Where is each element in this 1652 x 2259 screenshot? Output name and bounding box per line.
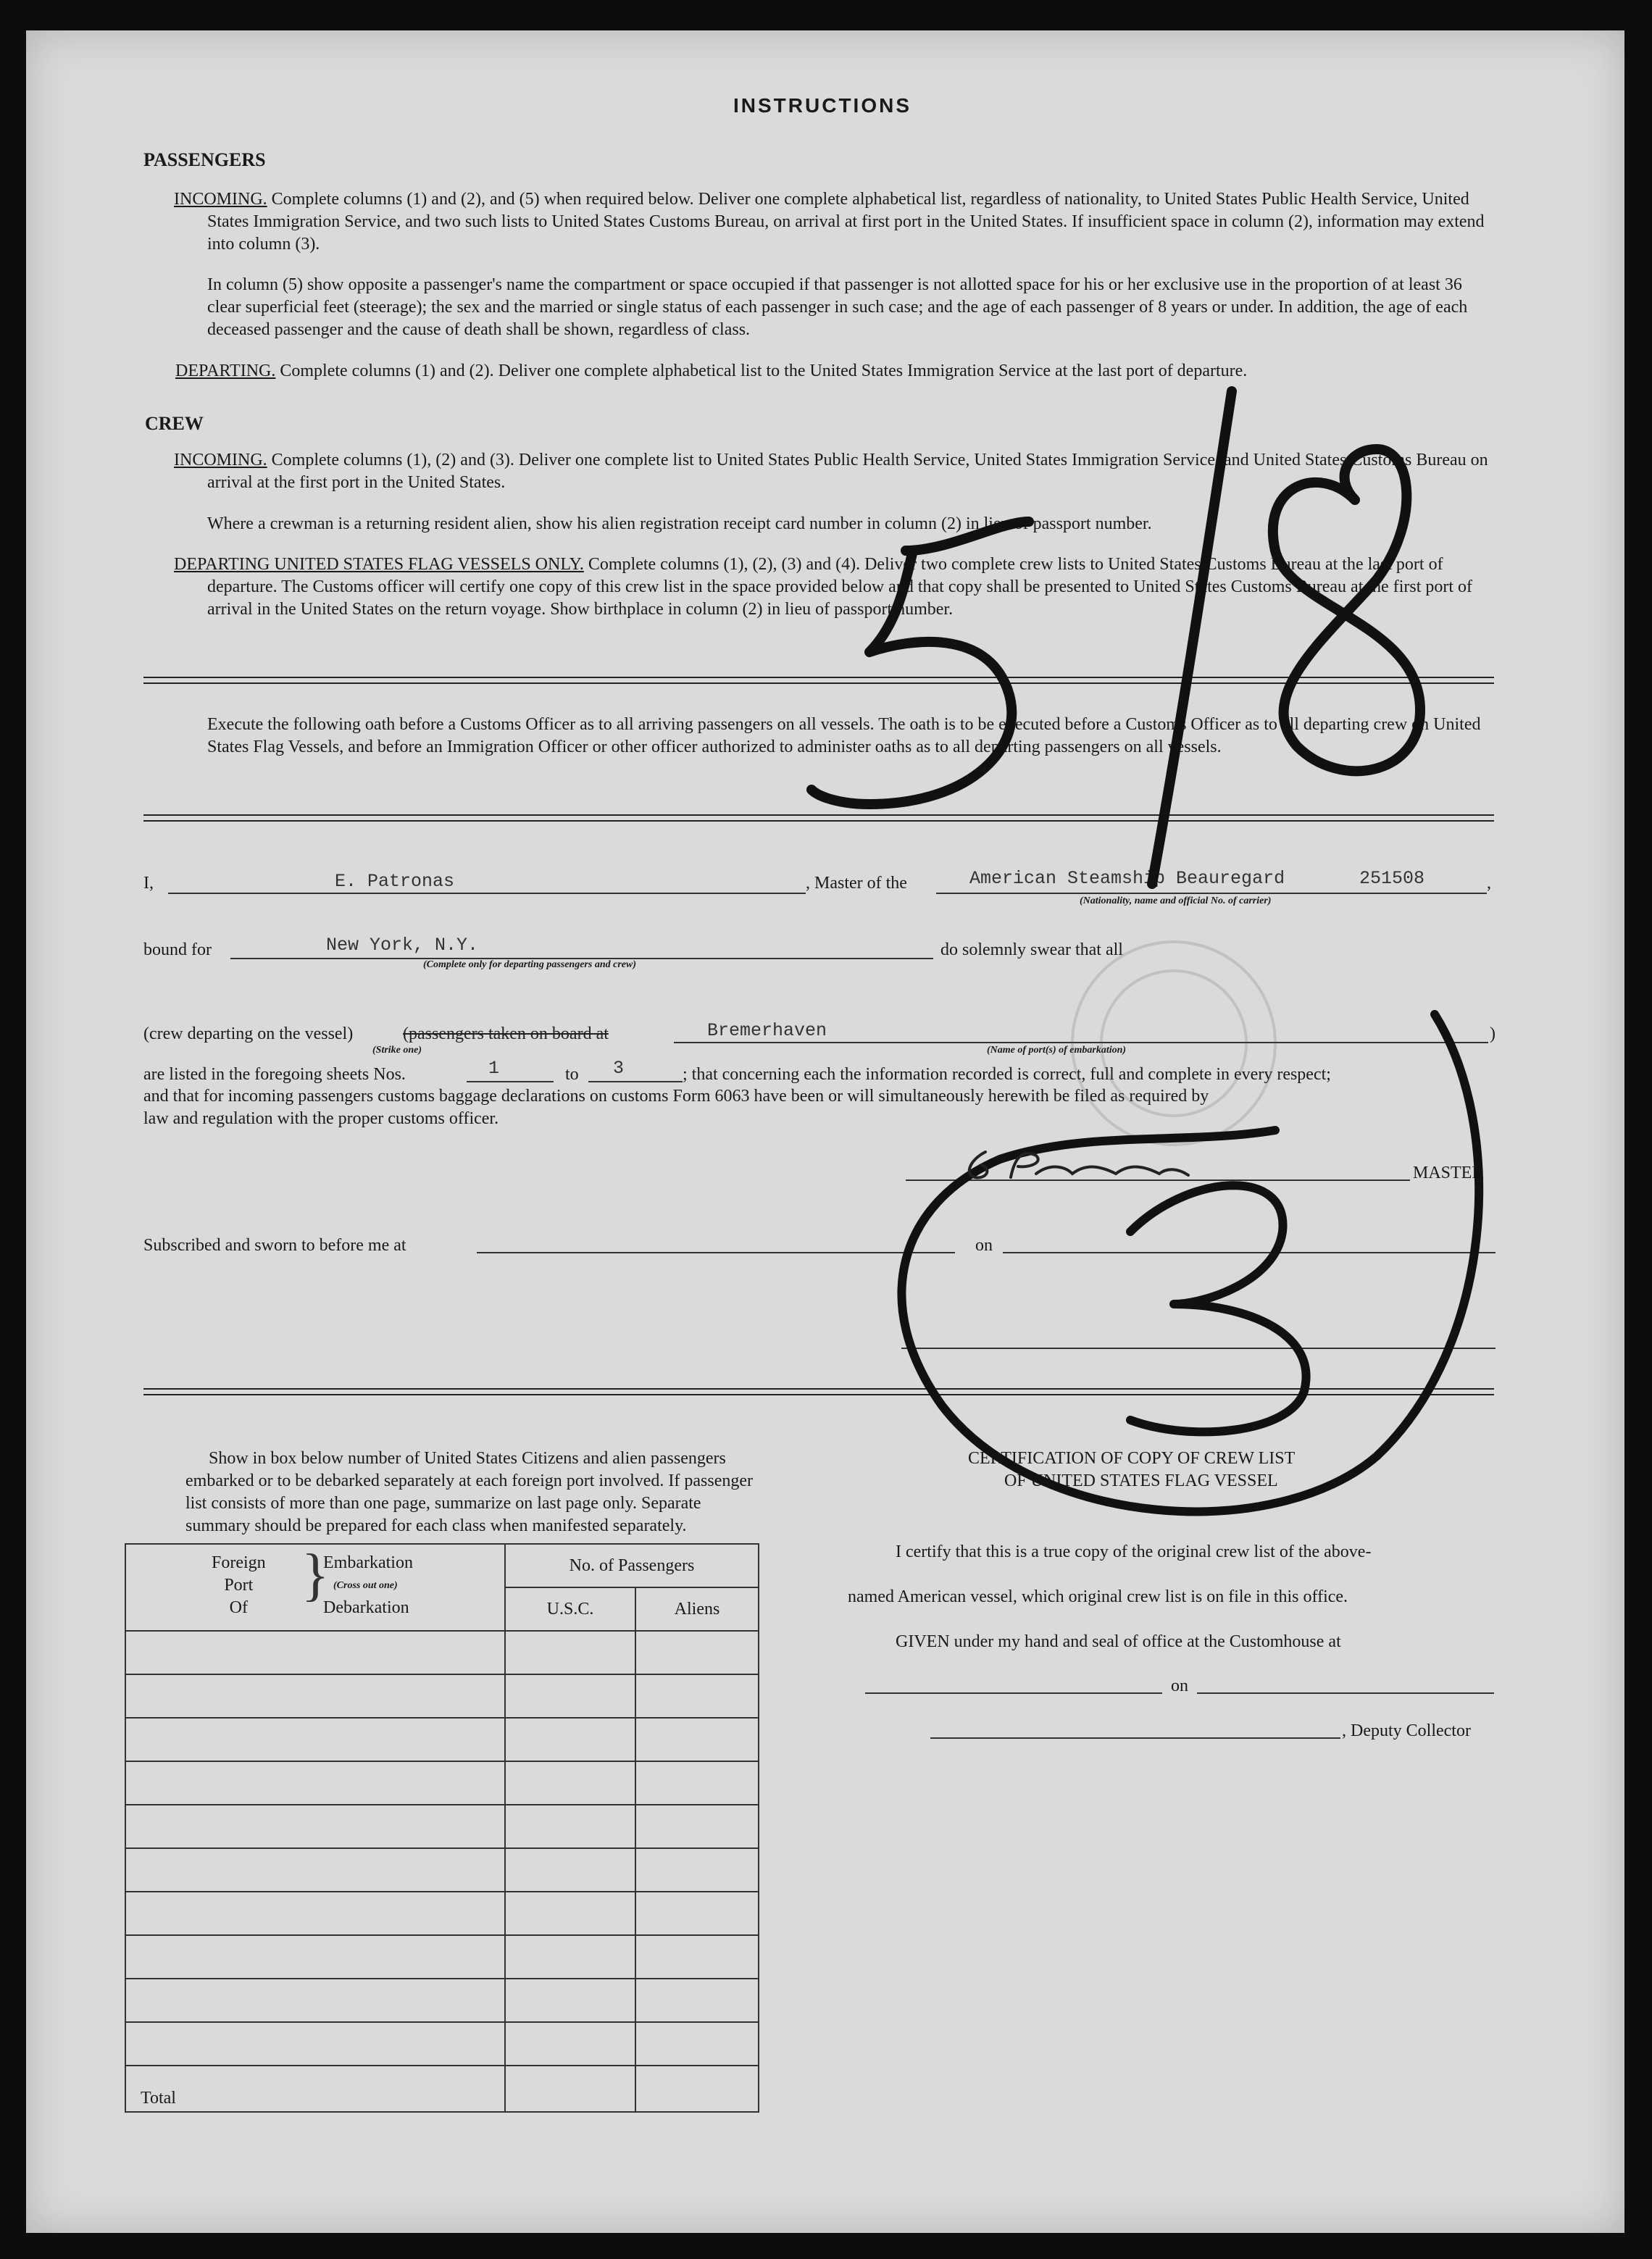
total-aliens-cell[interactable] bbox=[635, 2066, 759, 2112]
usc-cell[interactable] bbox=[505, 1979, 635, 2022]
port-caption: (Name of port(s) of embarkation) bbox=[987, 1045, 1127, 1056]
bound-for-field[interactable]: New York, N.Y. bbox=[326, 935, 479, 956]
sheet-from-line bbox=[467, 1081, 554, 1082]
certification-text-1: I certify that this is a true copy of the original crew list of the above- bbox=[896, 1542, 1372, 1561]
deputy-signature-line bbox=[930, 1737, 1340, 1739]
listed-text-2: ; that concerning each the information recorded is correct, full and complete in every respect; bbox=[683, 1065, 1331, 1084]
port-label: Port bbox=[224, 1576, 254, 1595]
divider-rule bbox=[143, 1388, 1494, 1390]
divider-rule bbox=[143, 677, 1494, 678]
port-cell[interactable] bbox=[125, 2022, 505, 2066]
crew-departing-label: DEPARTING UNITED STATES FLAG VESSELS ONLY. bbox=[174, 555, 584, 574]
divider-rule bbox=[143, 820, 1494, 822]
table-row bbox=[125, 2022, 759, 2066]
port-cell[interactable] bbox=[125, 1848, 505, 1892]
struck-passengers-text: (passengers taken on board at bbox=[403, 1024, 609, 1043]
aliens-cell[interactable] bbox=[635, 1935, 759, 1979]
crew-departing bbox=[174, 554, 1493, 621]
certification-date-line bbox=[1197, 1692, 1494, 1694]
aliens-cell[interactable] bbox=[635, 1848, 759, 1892]
usc-cell[interactable] bbox=[505, 1805, 635, 1848]
passengers-incoming-label: INCOMING. bbox=[174, 190, 267, 209]
sheet-to-field[interactable]: 3 bbox=[613, 1058, 625, 1079]
table-row bbox=[125, 1892, 759, 1935]
subscribed-date-line bbox=[1003, 1252, 1495, 1253]
crew-incoming bbox=[174, 449, 1493, 494]
usc-cell[interactable] bbox=[505, 1761, 635, 1805]
to-label: to bbox=[565, 1065, 579, 1084]
master-name-field[interactable]: E. Patronas bbox=[335, 871, 455, 892]
passengers-incoming-text: Complete columns (1) and (2), and (5) when required below. Deliver one complete alphabetical list, regardless of nationality, to United States Public Health Service, United States Immigration Service, and two such lists to United States Customs Bureau, on arrival at first port in the United States. If insufficient space in column (2), information may extend into column (3). bbox=[207, 190, 1485, 254]
crew-resident-text: Where a crewman is a returning resident alien, show his alien registration receipt card number in column (2) in lieu of passport number. bbox=[207, 514, 1152, 533]
usc-cell[interactable] bbox=[505, 1674, 635, 1718]
listed-text-1: are listed in the foregoing sheets Nos. bbox=[143, 1065, 406, 1084]
divider-rule bbox=[143, 1394, 1494, 1395]
summary-instruction: Show in box below number of United States Citizens and alien passengers embarked or to be debarked separately at each foreign port involved. If passenger list consists of more than one page, summarize on last page only. Separate summary should be prepared for each class when manifested separately. bbox=[185, 1449, 753, 1535]
usc-header: U.S.C. bbox=[505, 1587, 635, 1631]
listed-text-3: and that for incoming passengers customs baggage declarations on customs Form 6063 have been or will simultaneously herewith be filed as required by bbox=[143, 1087, 1209, 1106]
bound-for-label: bound for bbox=[143, 940, 212, 959]
sheet-from-field[interactable]: 1 bbox=[488, 1058, 500, 1079]
listed-text-4: law and regulation with the proper customs officer. bbox=[143, 1109, 499, 1128]
strike-caption: (Strike one) bbox=[372, 1045, 422, 1056]
official-no-field[interactable]: 251508 bbox=[1359, 868, 1425, 889]
close-paren: ) bbox=[1490, 1024, 1495, 1043]
port-cell[interactable] bbox=[125, 1892, 505, 1935]
crew-heading: CREW bbox=[145, 413, 204, 434]
table-row bbox=[125, 1979, 759, 2022]
passengers-departing bbox=[175, 360, 1494, 383]
swear-text: do solemnly swear that all bbox=[940, 940, 1123, 959]
table-row bbox=[125, 1631, 759, 1674]
vessel-line bbox=[936, 893, 1487, 894]
usc-cell[interactable] bbox=[505, 1848, 635, 1892]
oath-i-label: I, bbox=[143, 874, 154, 893]
usc-cell[interactable] bbox=[505, 1892, 635, 1935]
port-cell[interactable] bbox=[125, 1935, 505, 1979]
usc-cell[interactable] bbox=[505, 1631, 635, 1674]
officer-signature-line bbox=[901, 1348, 1495, 1349]
aliens-header: Aliens bbox=[635, 1587, 759, 1631]
aliens-cell[interactable] bbox=[635, 1718, 759, 1761]
no-of-passengers-header: No. of Passengers bbox=[505, 1544, 759, 1587]
certification-title-1: CERTIFICATION OF COPY OF CREW LIST bbox=[968, 1449, 1296, 1468]
port-header-cell bbox=[125, 1544, 505, 1631]
certification-on-label: on bbox=[1171, 1676, 1188, 1695]
cross-out-label: (Cross out one) bbox=[333, 1580, 398, 1591]
deputy-collector-label: , Deputy Collector bbox=[1342, 1721, 1471, 1740]
usc-cell[interactable] bbox=[505, 1718, 635, 1761]
certification-text-3: GIVEN under my hand and seal of office at the Customhouse at bbox=[896, 1632, 1341, 1651]
passenger-summary-table bbox=[125, 1543, 759, 2113]
passengers-incoming bbox=[174, 188, 1493, 256]
bound-caption: (Complete only for departing passengers and crew) bbox=[423, 959, 636, 970]
table-row bbox=[125, 1935, 759, 1979]
passengers-heading: PASSENGERS bbox=[143, 149, 266, 170]
vessel-caption: (Nationality, name and official No. of carrier) bbox=[1080, 895, 1272, 906]
passengers-departing-text: Complete columns (1) and (2). Deliver one complete alphabetical list to the United States Immigration Service at the last port of departure. bbox=[280, 362, 1248, 380]
brace-icon: } bbox=[301, 1543, 330, 1607]
customhouse-line bbox=[865, 1692, 1162, 1694]
port-cell[interactable] bbox=[125, 1718, 505, 1761]
port-cell[interactable] bbox=[125, 1979, 505, 2022]
aliens-cell[interactable] bbox=[635, 1761, 759, 1805]
table-row bbox=[125, 1848, 759, 1892]
table-row bbox=[125, 1718, 759, 1761]
aliens-cell[interactable] bbox=[635, 1979, 759, 2022]
total-row bbox=[125, 2066, 759, 2112]
port-cell[interactable] bbox=[125, 1674, 505, 1718]
master-label: MASTER bbox=[1413, 1164, 1484, 1182]
sheet-to-line bbox=[588, 1081, 683, 1082]
crew-incoming-text: Complete columns (1), (2) and (3). Deliver one complete list to United States Public Health Service, United States Immigration Service, and United States Customs Bureau on arrival at the first port in the United States. bbox=[207, 451, 1488, 492]
master-of-label: , Master of the bbox=[806, 874, 907, 893]
aliens-cell[interactable] bbox=[635, 1805, 759, 1848]
subscribed-text: Subscribed and sworn to before me at bbox=[143, 1236, 406, 1255]
port-line bbox=[674, 1042, 1488, 1043]
port-cell[interactable] bbox=[125, 1805, 505, 1848]
aliens-cell[interactable] bbox=[635, 1631, 759, 1674]
certification-title-2: OF UNITED STATES FLAG VESSEL bbox=[1004, 1471, 1278, 1490]
aliens-cell[interactable] bbox=[635, 1674, 759, 1718]
subscribed-on-label: on bbox=[975, 1236, 993, 1255]
passengers-column5-text: In column (5) show opposite a passenger's name the compartment or space occupied if that passenger is not allotted space for his or her exclusive use in the proportion of at least 36 clear superficial feet (steerage); the sex and the married or single status of each passenger in such case; and the age of each passenger of 8 years or under. In addition, the age of each deceased passenger and the cause of death shall be shown, regardless of class. bbox=[207, 275, 1468, 339]
aliens-cell[interactable] bbox=[635, 1892, 759, 1935]
master-name-line bbox=[168, 893, 806, 894]
passengers-departing-label: DEPARTING. bbox=[175, 362, 276, 380]
debarkation-label: Debarkation bbox=[323, 1598, 409, 1617]
usc-cell[interactable] bbox=[505, 2022, 635, 2066]
master-signature-line bbox=[906, 1179, 1410, 1181]
crew-incoming-label: INCOMING. bbox=[174, 451, 267, 469]
divider-rule bbox=[143, 682, 1494, 684]
crew-departing-text: Complete columns (1), (2), (3) and (4). Deliver two complete crew lists to United States Customs Bureau at the last port of departure. The Customs officer will certify one copy of this crew list in the space provided below and that copy shall be presented to United States Customs Bureau at the first port of arrival in the United States on the return voyage. Show birthplace in column (2) in lieu of passport number. bbox=[207, 555, 1473, 619]
table-row bbox=[125, 1674, 759, 1718]
oath-instruction: Execute the following oath before a Customs Officer as to all arriving passengers on all vessels. The oath is to be executed before a Customs Officer as to all departing crew on United States Flag Vessels, and before an Immigration Officer or other officer authorized to administer oaths as to all departing passengers on all vessels. bbox=[207, 715, 1481, 756]
of-label: Of bbox=[229, 1598, 248, 1617]
table-row bbox=[125, 1761, 759, 1805]
certification-text-2: named American vessel, which original crew list is on file in this office. bbox=[848, 1587, 1348, 1606]
port-cell[interactable] bbox=[125, 1631, 505, 1674]
total-usc-cell[interactable] bbox=[505, 2066, 635, 2112]
port-field[interactable]: Bremerhaven bbox=[707, 1020, 827, 1041]
crew-departing-text: (crew departing on the vessel) bbox=[143, 1024, 354, 1043]
divider-rule bbox=[143, 814, 1494, 816]
page-title: INSTRUCTIONS bbox=[733, 94, 911, 117]
total-label: Total bbox=[125, 2066, 505, 2112]
embarkation-label: Embarkation bbox=[323, 1553, 413, 1572]
foreign-label: Foreign bbox=[212, 1553, 266, 1572]
subscribed-place-line bbox=[477, 1252, 955, 1253]
usc-cell[interactable] bbox=[505, 1935, 635, 1979]
port-cell[interactable] bbox=[125, 1761, 505, 1805]
aliens-cell[interactable] bbox=[635, 2022, 759, 2066]
vessel-field[interactable]: American Steamship Beauregard bbox=[969, 868, 1285, 889]
table-row bbox=[125, 1805, 759, 1848]
